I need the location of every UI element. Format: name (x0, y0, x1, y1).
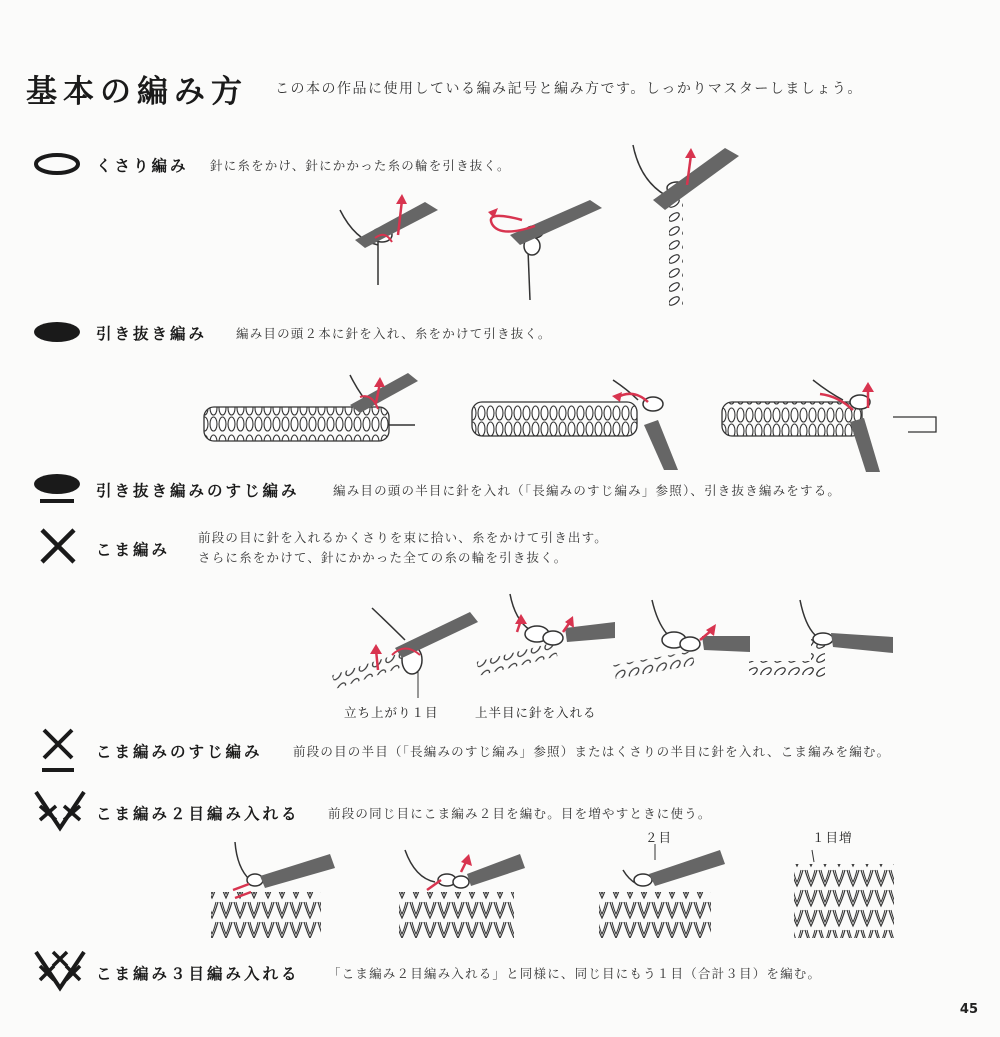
chain-step-1-illustration (330, 190, 450, 290)
two-sc-increase-result-illustration (790, 848, 900, 940)
caption-two-stitches: ２目 (645, 830, 673, 845)
section-label-three-sc-increase: こま編み３目編み入れる (96, 965, 300, 983)
section-label-slip-stitch-back-loop: 引き抜き編みのすじ編み (96, 482, 300, 500)
section-label-chain: くさり編み (96, 157, 189, 175)
section-desc-single-crochet-line-2: さらに糸をかけて、針にかかった全ての糸の輪を引き抜く。 (198, 550, 568, 565)
section-desc-single-crochet-line-1: 前段の目に針を入れるかくさりを束に拾い、糸をかけて引き出す。 (198, 530, 609, 545)
section-label-single-crochet-back-loop: こま編みのすじ編み (96, 743, 263, 761)
two-sc-increase-step-2-illustration (395, 840, 525, 940)
section-label-slip-stitch: 引き抜き編み (96, 325, 208, 343)
two-sc-increase-step-3-illustration (595, 840, 725, 940)
caption-insert-top-half: 上半目に針を入れる (475, 705, 597, 720)
slip-stitch-step-2-illustration (468, 370, 668, 470)
single-crochet-step-4-illustration (745, 595, 895, 690)
single-crochet-symbol-icon (38, 526, 78, 566)
chain-symbol-icon (32, 150, 82, 178)
two-sc-increase-step-1-illustration (205, 840, 335, 940)
page-subtitle: この本の作品に使用している編み記号と編み方です。しっかりマスターしましょう。 (275, 81, 863, 97)
chain-step-3-illustration (625, 140, 750, 315)
section-desc-two-sc-increase: 前段の同じ目にこま編み２目を編む。目を増やすときに使う。 (328, 806, 712, 821)
section-desc-single-crochet-back-loop: 前段の目の半目（「長編みのすじ編み」参照）またはくさりの半目に針を入れ、こま編みを編む。 (293, 744, 891, 759)
section-label-single-crochet: こま編み (96, 541, 171, 559)
single-crochet-step-1-illustration (330, 600, 480, 700)
section-desc-three-sc-increase: 「こま編み２目編み入れる」と同様に、同じ目にもう１目（合計３目）を編む。 (328, 966, 822, 981)
chain-step-2-illustration (480, 190, 620, 305)
section-desc-slip-stitch: 編み目の頭２本に針を入れ、糸をかけて引き抜く。 (236, 326, 552, 341)
single-crochet-step-2-illustration (475, 590, 615, 690)
single-crochet-step-3-illustration (612, 592, 752, 692)
section-desc-chain: 針に糸をかけ、針にかかった糸の輪を引き抜く。 (210, 158, 511, 173)
slip-stitch-symbol-icon (32, 318, 82, 346)
single-crochet-back-loop-symbol-icon (38, 728, 78, 778)
section-desc-slip-stitch-back-loop: 編み目の頭の半目に針を入れ（「長編みのすじ編み」参照）、引き抜き編みをする。 (333, 483, 842, 498)
page-number: 45 (959, 1002, 978, 1017)
slip-stitch-back-loop-symbol-icon (32, 472, 82, 506)
slip-stitch-step-1-illustration (200, 365, 420, 445)
section-label-two-sc-increase: こま編み２目編み入れる (96, 805, 300, 823)
slip-stitch-step-3-illustration (718, 372, 940, 472)
three-sc-increase-symbol-icon (32, 948, 88, 992)
caption-turning-chain: 立ち上がり１目 (344, 705, 439, 720)
page-title: 基本の編み方 (26, 74, 248, 110)
caption-one-increase: １目増 (812, 830, 853, 845)
two-sc-increase-symbol-icon (32, 788, 88, 832)
